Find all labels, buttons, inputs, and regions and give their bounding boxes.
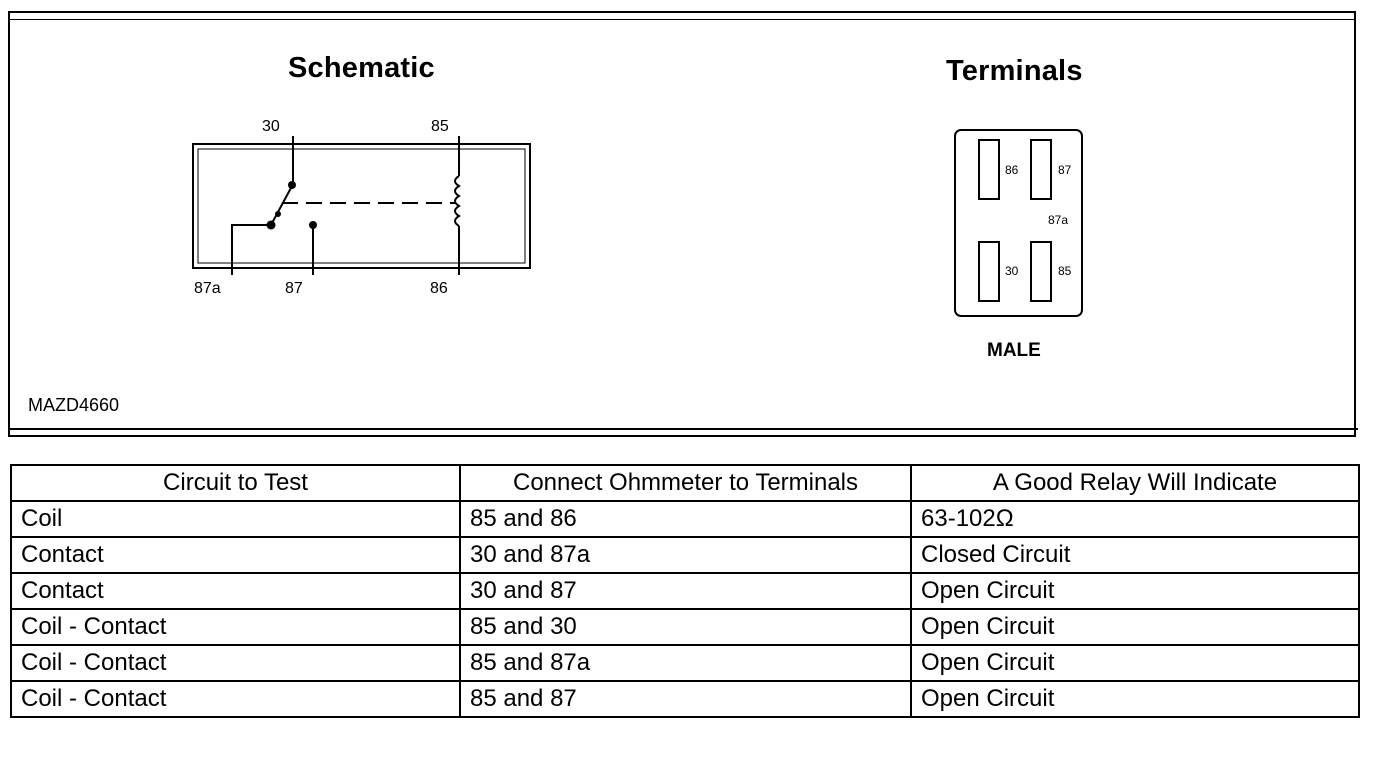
terminal-label-85: 85 [1058, 264, 1072, 278]
cell-indication: Open Circuit [911, 645, 1359, 681]
terminal-label-87: 87 [1058, 163, 1072, 177]
table-row [11, 609, 1359, 645]
cell-indication: Open Circuit [911, 609, 1359, 645]
armature-pivot-dot [275, 211, 281, 217]
contact-30-dot [288, 181, 296, 189]
cell-circuit: Coil - Contact [11, 609, 460, 645]
schematic-label-87a: 87a [194, 280, 221, 297]
cell-terminals: 85 and 86 [460, 501, 911, 537]
pin-86-blade [979, 140, 999, 199]
terminal-label-86: 86 [1005, 163, 1019, 177]
terminals-caption: MALE [987, 340, 1041, 361]
cell-terminals: 85 and 87a [460, 645, 911, 681]
header-circuit: Circuit to Test [11, 465, 460, 501]
coil-winding [455, 176, 459, 226]
schematic-label-30: 30 [262, 118, 280, 135]
table-row [11, 501, 1359, 537]
header-ohmmeter: Connect Ohmmeter to Terminals [460, 465, 911, 501]
pin-30-blade [979, 242, 999, 301]
cell-circuit: Contact [11, 537, 460, 573]
pin-85-blade [1031, 242, 1051, 301]
terminals-title: Terminals [946, 55, 1083, 87]
schematic-label-87: 87 [285, 280, 303, 297]
cell-circuit: Contact [11, 573, 460, 609]
cell-indication: Closed Circuit [911, 537, 1359, 573]
schematic-label-86: 86 [430, 280, 448, 297]
pin-87-blade [1031, 140, 1051, 199]
table-row [11, 537, 1359, 573]
cell-terminals: 30 and 87a [460, 537, 911, 573]
schematic-label-85: 85 [431, 118, 449, 135]
cell-circuit: Coil - Contact [11, 681, 460, 717]
cell-indication: 63-102Ω [911, 501, 1359, 537]
cell-terminals: 30 and 87 [460, 573, 911, 609]
cell-terminals: 85 and 87 [460, 681, 911, 717]
table-row [11, 681, 1359, 717]
cell-circuit: Coil - Contact [11, 645, 460, 681]
cell-terminals: 85 and 30 [460, 609, 911, 645]
header-indicate: A Good Relay Will Indicate [911, 465, 1359, 501]
cell-circuit: Coil [11, 501, 460, 537]
terminal-label-87a: 87a [1048, 213, 1069, 227]
terminal-label-30: 30 [1005, 264, 1019, 278]
table-row [11, 645, 1359, 681]
table-header-row [11, 465, 1359, 501]
schematic-title: Schematic [288, 52, 435, 84]
table-row [11, 573, 1359, 609]
relay-body-outline [193, 144, 530, 268]
cell-indication: Open Circuit [911, 681, 1359, 717]
relay-test-table [10, 464, 1360, 718]
cell-indication: Open Circuit [911, 573, 1359, 609]
figure-id: MAZD4660 [28, 395, 120, 415]
